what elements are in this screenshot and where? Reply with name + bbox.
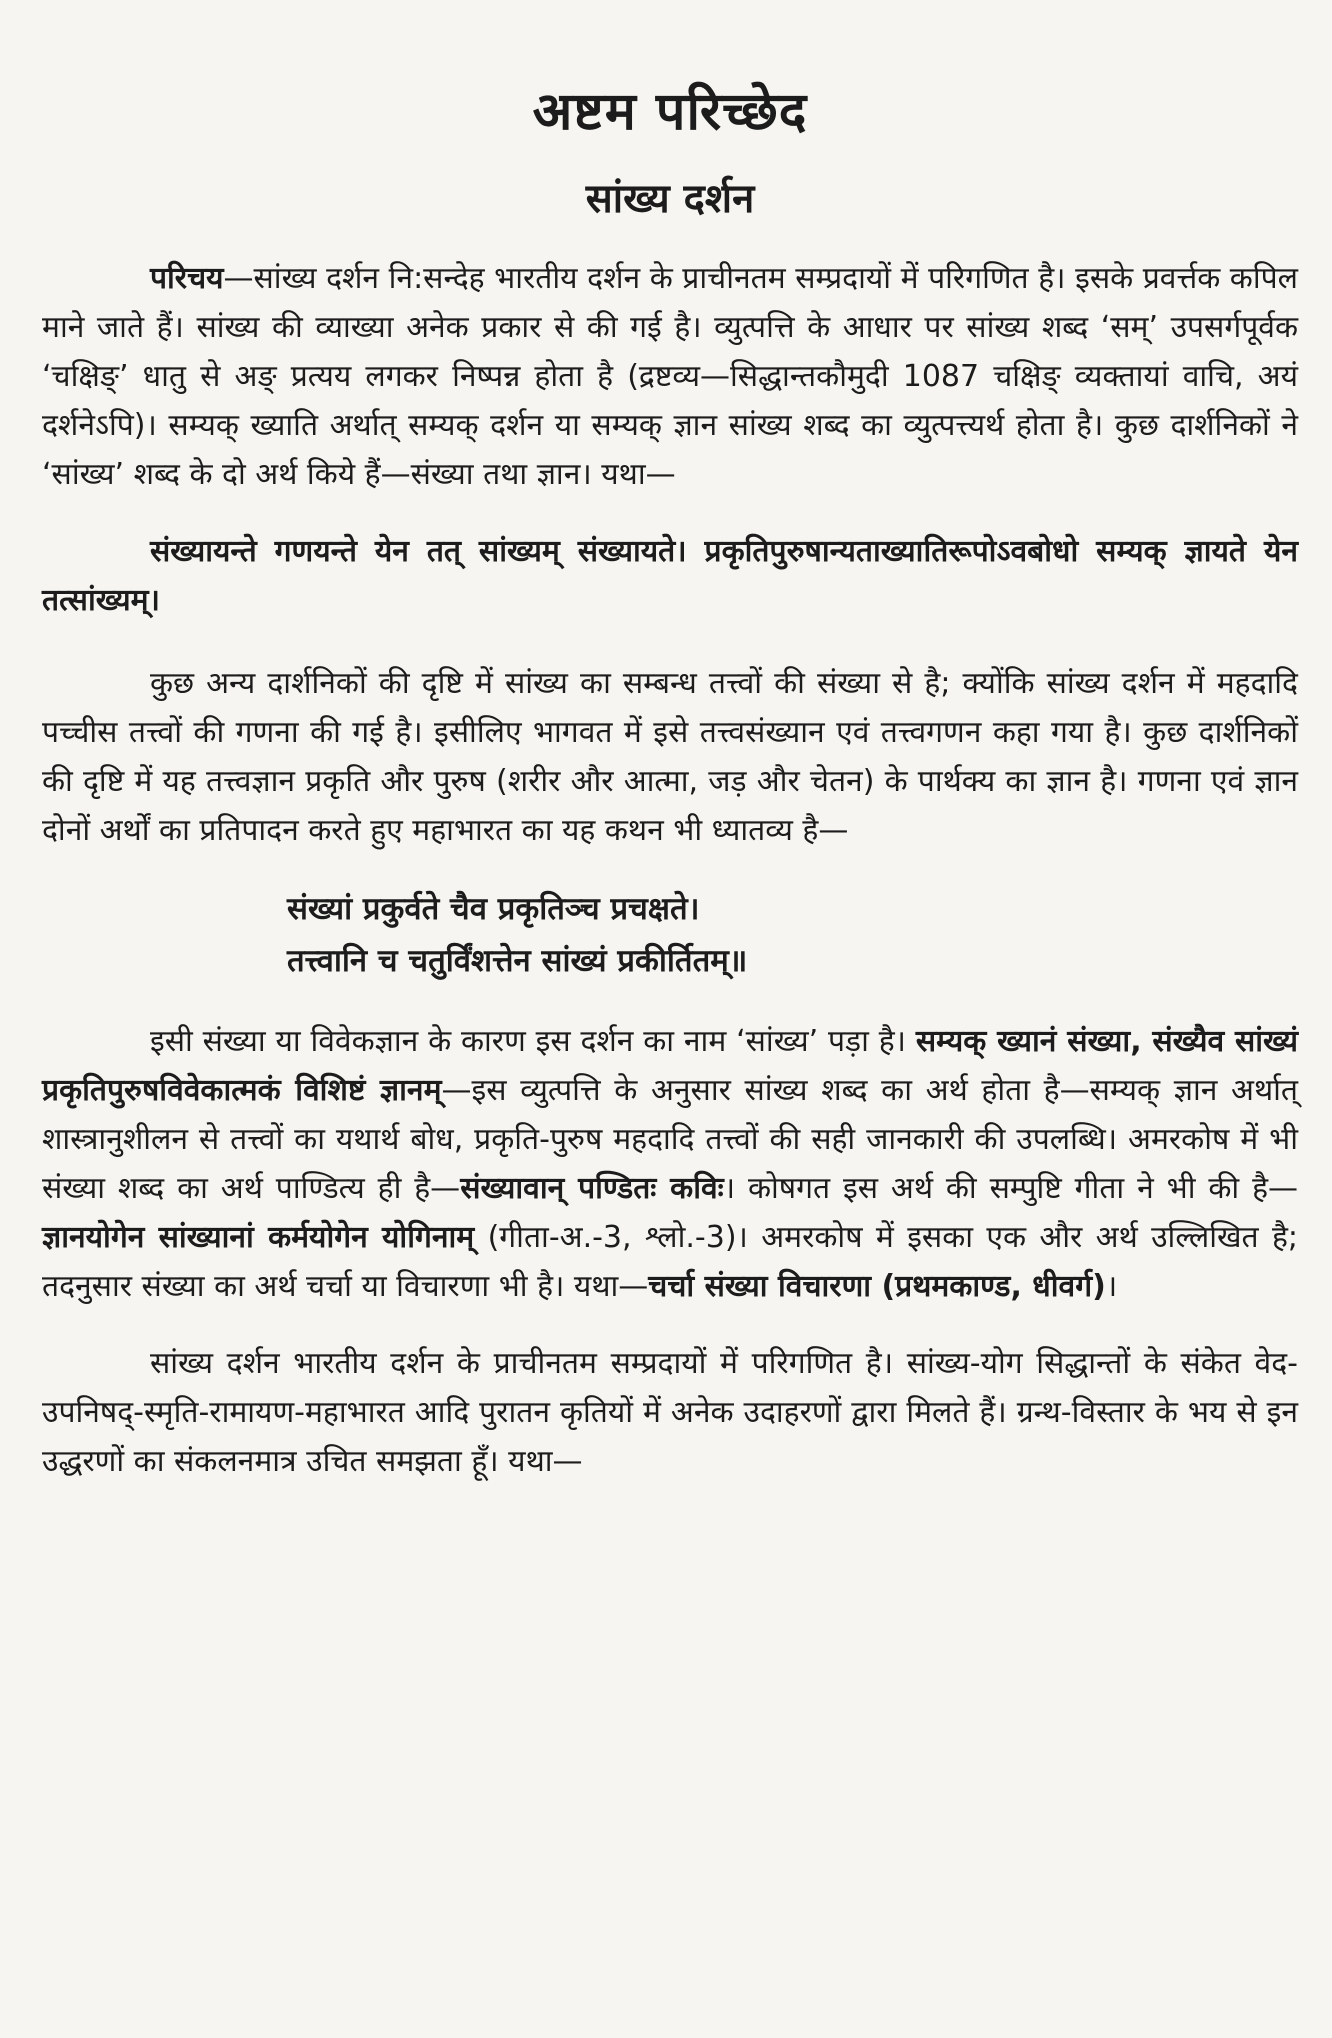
verse-line: तत्त्वानि च चतुर्विंशत्तेन सांख्यं प्रकीर्तितम्॥	[287, 943, 748, 979]
paragraph-tattva: कुछ अन्य दार्शनिकों की दृष्टि में सांख्य का सम्बन्ध तत्त्वों की संख्या से है; क्योंकि सांख्य दर्शन में महदादि पच्चीस तत्त्वों की गणना की गई है। इसीलिए भागवत में इसे तत्त्वसंख्यान एवं तत्त्वगणन कहा गया है। कुछ दार्शनिकों की दृष्टि में यह तत्त्वज्ञान प्रकृति और पुरुष (शरीर और आत्मा, जड़ और चेतन) के पार्थक्य का ज्ञान है। गणना एवं ज्ञान दोनों अर्थों का प्रतिपादन करते हुए महाभारत का यह कथन भी ध्यातव्य है—	[42, 666, 1298, 848]
text-segment: । कोषगत इस अर्थ की सम्पुष्टि गीता ने भी की है—	[723, 1171, 1299, 1206]
paragraph-sources: सांख्य दर्शन भारतीय दर्शन के प्राचीनतम सम्प्रदायों में परिगणित है। सांख्य-योग सिद्धान्तों के संकेत वेद-उपनिषद्-स्मृति-रामायण-महाभारत आदि पुरातन कृतियों में अनेक उदाहरणों द्वारा मिलते हैं। ग्रन्थ-विस्तार के भय से इन उद्धरणों का संकलनमात्र उचित समझता हूँ। यथा—	[42, 1346, 1298, 1479]
paragraph-intro	[42, 254, 1298, 499]
intro-lead: परिचय	[150, 261, 224, 296]
amarkosh-quote-2: चर्चा संख्या विचारणा (प्रथमकाण्ड, धीवर्ग)	[648, 1269, 1106, 1304]
verse-line: संख्यां प्रकुर्वते चैव प्रकृतिञ्च प्रचक्षते।	[287, 891, 700, 927]
paragraph-etymology	[42, 1017, 1298, 1311]
text-segment: ।	[1105, 1269, 1118, 1304]
sanskrit-phrase: सम्यक् ख्यानं संख्या, संख्यैव सांख्यं प्रकृतिपुरुषविवेकात्मकं विशिष्टं ज्ञानम्	[42, 1024, 1298, 1108]
sanskrit-etymology-quote: संख्यायन्ते गणयन्ते येन तत् सांख्यम् संख्यायते। प्रकृतिपुरुषान्यताख्यातिरूपोऽवबोधो सम्यक् ज्ञायते येन तत्सांख्यम्।	[42, 534, 1298, 618]
amarkosh-quote: संख्यावान् पण्डितः कविः	[460, 1171, 724, 1206]
gita-quote: ज्ञानयोगेन सांख्यानां कर्मयोगेन योगिनाम्	[42, 1220, 475, 1255]
intro-text: —सांख्य दर्शन नि:सन्देह भारतीय दर्शन के प्राचीनतम सम्प्रदायों में परिगणित है। इसके प्रवर्त्तक कपिल माने जाते हैं। सांख्य की व्याख्या अनेक प्रकार से की गई है। व्युत्पत्ति के आधार पर सांख्य शब्द ‘सम्’ उपसर्गपूर्वक ‘चक्षिङ्’ धातु से अङ् प्रत्यय लगकर निष्पन्न होता है (द्रष्टव्य—सिद्धान्तकौमुदी 1087 चक्षिङ् व्यक्तायां वाचि, अयं दर्शनेऽपि)। सम्यक् ख्याति अर्थात् सम्यक् दर्शन या सम्यक् ज्ञान सांख्य शब्द का व्युत्पत्त्यर्थ होता है। कुछ दार्शनिकों ने ‘सांख्य’ शब्द के दो अर्थ किये हैं—संख्या तथा ज्ञान। यथा—	[42, 261, 1298, 492]
section-title: सांख्य दर्शन	[585, 176, 755, 222]
chapter-title: अष्टम परिच्छेद	[532, 82, 808, 142]
text-segment: इसी संख्या या विवेकज्ञान के कारण इस दर्शन का नाम ‘सांख्य’ पड़ा है।	[150, 1024, 916, 1059]
text-segment: (गीता-अ.-3, श्लो.-3)। अमरकोष में इसका एक और अर्थ उल्लिखित है; तदनुसार संख्या का अर्थ चर्चा या विचारणा भी है। यथा—	[42, 1220, 1298, 1304]
mahabharata-verse	[287, 883, 1298, 987]
text-segment: —इस व्युत्पत्ति के अनुसार सांख्य शब्द का अर्थ होता है—सम्यक् ज्ञान अर्थात् शास्त्रानुशीलन से तत्त्वों का यथार्थ बोध, प्रकृति-पुरुष महदादि तत्त्वों की सही जानकारी की उपलब्धि। अमरकोष में भी संख्या शब्द का अर्थ पाण्डित्य ही है—	[42, 1073, 1298, 1206]
